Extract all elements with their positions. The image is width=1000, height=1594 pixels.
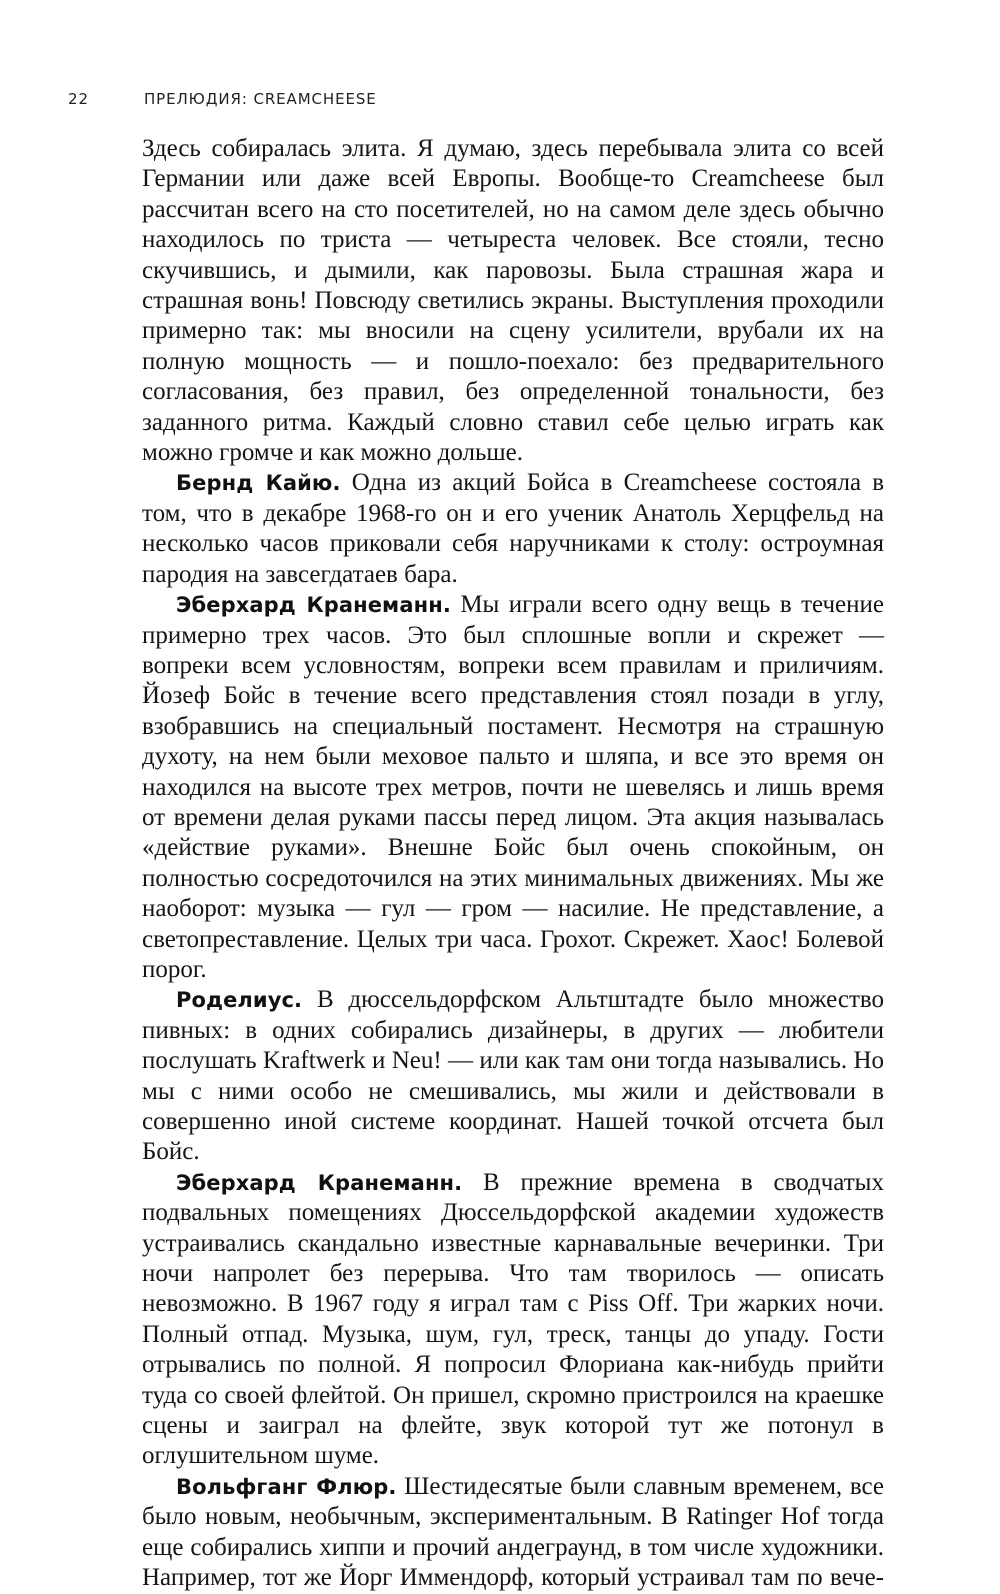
paragraph [142,468,884,590]
speaker-name: Эберхард Кранеманн. [176,593,451,618]
paragraph-text: Шестидесятые были славным временем, все было новым, необычным, экспериментальным. В Ratinger Hof тогда еще собирались хиппи и прочий андеграунд, в том числе художники. Например, тот же Йорг Иммендорф, который устраивал там по вече- [142,1472,884,1592]
paragraph [142,134,884,468]
speaker-name: Вольфганг Флюр. [176,1474,397,1499]
running-title: ПРЕЛЮДИЯ: CREAMCHEESE [144,90,377,108]
paragraph-text: В дюссельдорфском Альтштадте было множество пивных: в одних собирались дизайнеры, в других — любители послушать Kraftwerk и Neu! — или как там они тогда назывались. Но мы с ними особо не смешивались, мы жили и действовали в совершенно иной системе координат. Нашей точкой отсчета был Бойс. [142,986,884,1166]
page-number: 22 [68,90,89,108]
paragraph [142,1168,884,1472]
speaker-name: Роделиус. [176,988,303,1013]
paragraph-text: Мы играли всего одну вещь в течение примерно трех часов. Это был сплошные вопли и скрежет — вопреки всем условностям, вопреки всем правилам и приличиям. Йозеф Бойс в течение всего представления стоял позади в углу, взобравшись на специальный постамент. Несмотря на страшную духоту, на нем были меховое пальто и шляпа, и все это время он находился на высоте трех метров, почти не шевелясь и лишь время от времени делая руками пассы перед лицом. Эта акция называлась «действие руками». Внешне Бойс был очень спокойным, он полностью сосредоточился на этих минимальных движениях. Мы же наоборот: музыка — гул — гром — насилие. Не представление, а светопреставление. Целых три часа. Грохот. Скрежет. Хаос! Болевой порог. [142,591,884,983]
paragraph-text: Одна из акций Бойса в Creamcheese состояла в том, что в декабре 1968-го он и его ученик Анатоль Херцфельд на несколько часов приковали себя наручниками к столу: остроумная пародия на завсегдатаев бара. [142,469,885,588]
body-text [142,134,884,1594]
paragraph [142,985,884,1167]
speaker-name: Эберхард Кранеманн. [176,1170,463,1195]
paragraph-text: В прежние времена в сводчатых подвальных помещениях Дюссельдорфской академии художеств устраивались скандально известные карнавальные вечеринки. Три ночи напролет без перерыва. Что там творилось — описать невозможно. В 1967 году я играл там с Piss Off. Три жарких ночи. Полный отпад. Музыка, шум, гул, треск, танцы до упаду. Гости отрывались по полной. Я попросил Флориана как-нибудь прийти туда со своей флейтой. Он пришел, скромно пристроился на краешке сцены и заиграл на флейте, звук которой тут же потонул в оглушительном шуме. [142,1168,884,1470]
speaker-name: Бернд Кайю. [176,471,341,496]
paragraph [142,590,884,985]
paragraph [142,1472,884,1594]
paragraph-text: Здесь собиралась элита. Я думаю, здесь перебывала элита со всей Германии или даже всей Европы. Вообще-то Creamcheese был рассчитан всего на сто посетителей, но на самом деле здесь обычно находилось по триста — четыреста человек. Все стояли, тесно скучившись, и дымили, как паровозы. Была страшная жара и страшная вонь! Повсюду светились экраны. Выступления проходили примерно так: мы вносили на сцену усилители, врубали их на полную мощность — и пошло-поехало: без предварительного согласования, без правил, без определенной тональности, без заданного ритма. Каждый словно ставил себе целью играть как можно громче и как можно дольше. [142,135,884,467]
